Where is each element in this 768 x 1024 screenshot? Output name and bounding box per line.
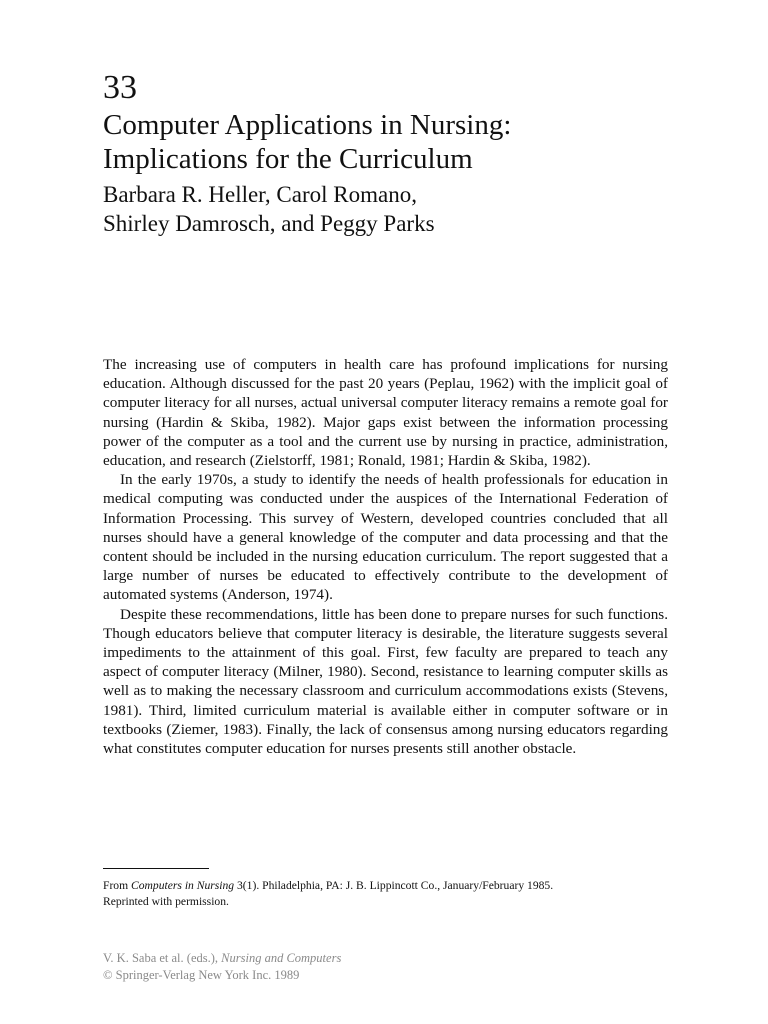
footnote-divider: [103, 868, 209, 869]
body-paragraph-1: The increasing use of computers in health care has profound implications for nursing education. Although discussed for the past 20 years (Peplau, 1962) with the implicit goal of computer literacy for all nurses, actual universal computer literacy remains a remote goal for nursing (Hardin & Skiba, 1982). Major gaps exist between the information processing power of the computer as a tool and the current use by nursing in practice, administration, education, and research (Zielstorff, 1981; Ronald, 1981; Hardin & Skiba, 1982).: [103, 356, 668, 470]
footnote-journal: Computers in Nursing: [131, 879, 235, 892]
source-footnote: [103, 878, 673, 910]
chapter-title: [103, 108, 683, 176]
authors-line-1: Barbara R. Heller, Carol Romano,: [103, 182, 417, 207]
body-paragraph-3: Despite these recommendations, little has been done to prepare nurses for such functions. Though educators believe that computer literacy is desirable, the literature suggests several impediments to the attainment of this goal. First, few faculty are prepared to teach any aspect of computer literacy (Milner, 1980). Second, resistance to learning computer skills as well as to making the necessary classroom and curriculum accommodations exists (Stevens, 1981). Third, limited curriculum material is available either in computer software or in textbooks (Ziemer, 1983). Finally, the lack of consensus among nursing educators regarding what constitutes computer education for nurses presents still another obstacle.: [103, 605, 668, 758]
copyright-notice: [103, 950, 503, 984]
copyright-book-title: Nursing and Computers: [221, 951, 342, 965]
chapter-number: 33: [103, 69, 137, 106]
footnote-rest: 3(1). Philadelphia, PA: J. B. Lippincott Co., January/February 1985.: [234, 879, 554, 892]
body-text: [103, 355, 668, 758]
copyright-editors: V. K. Saba et al. (eds.),: [103, 951, 222, 965]
chapter-title-line-1: Computer Applications in Nursing:: [103, 109, 512, 141]
footnote-line-2: Reprinted with permission.: [103, 895, 229, 908]
footnote-prefix: From: [103, 879, 132, 892]
chapter-title-line-2: Implications for the Curriculum: [103, 143, 473, 175]
body-paragraph-2: In the early 1970s, a study to identify the needs of health professionals for education in medical computing was conducted under the auspices of the International Federation of Information Processing. This survey of Western, developed countries concluded that all nurses should have a general knowledge of the computer and data processing and that the content should be included in the nursing education curriculum. The report suggested that a large number of nurses be educated to effectively contribute to the development of automated systems (Anderson, 1974).: [103, 471, 668, 604]
author-list: [103, 180, 683, 238]
footnote-line-1: [103, 878, 673, 894]
authors-line-2: Shirley Damrosch, and Peggy Parks: [103, 211, 435, 236]
copyright-line-2: © Springer-Verlag New York Inc. 1989: [103, 968, 300, 982]
copyright-line-1: [103, 950, 503, 967]
